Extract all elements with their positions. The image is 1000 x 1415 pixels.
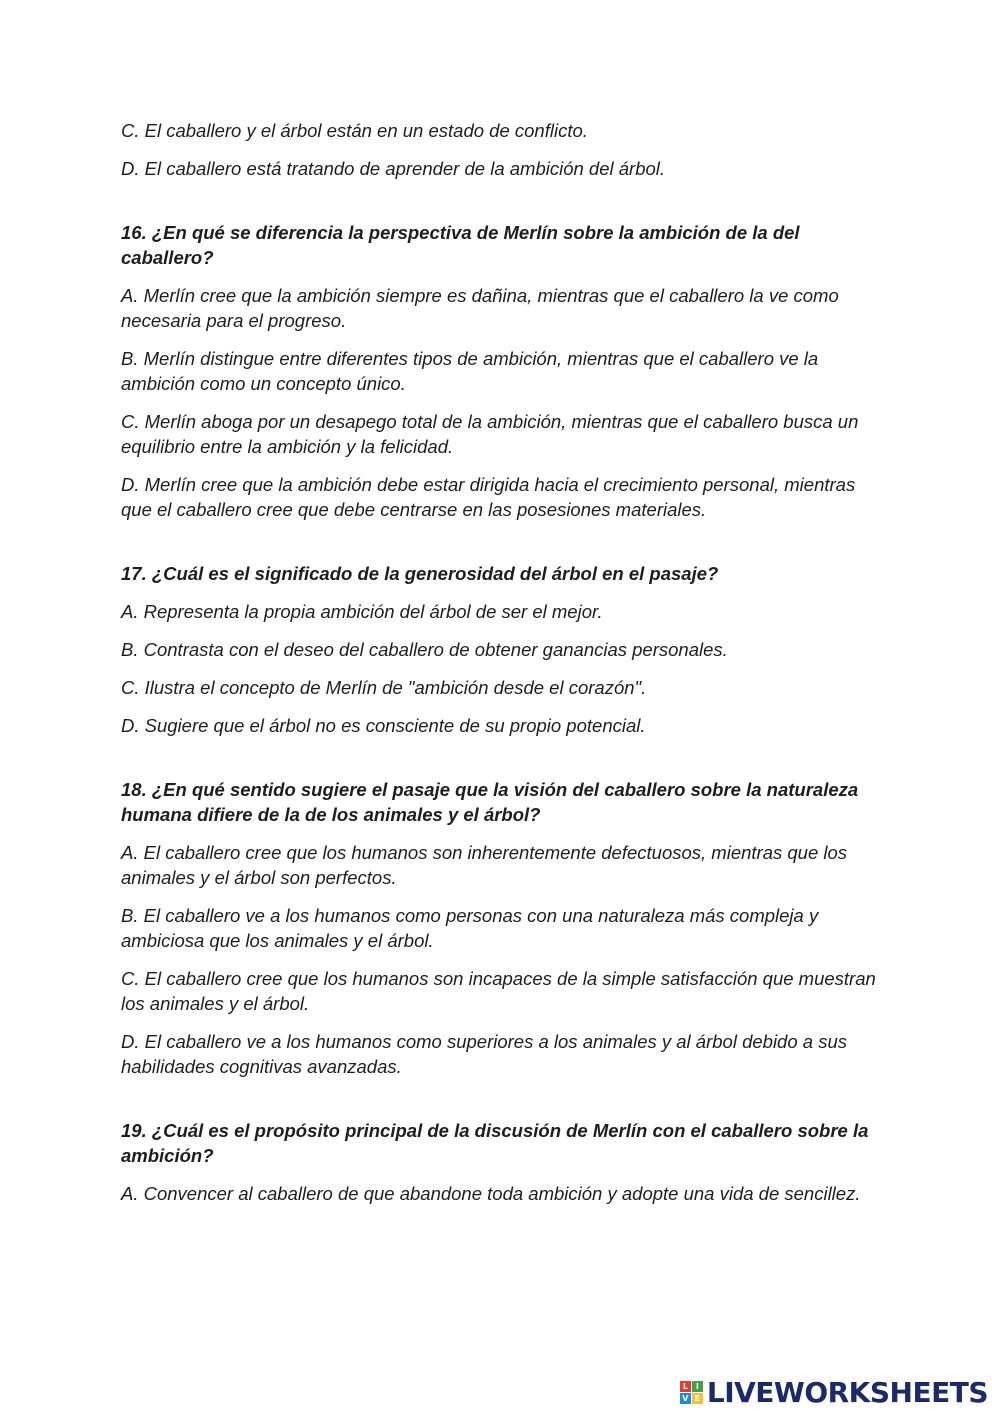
liveworksheets-mark-icon <box>680 1381 703 1404</box>
q16-option-b[interactable]: B. Merlín distingue entre diferentes tipos de ambición, mientras que el caballero ve la ambición como un concepto único. <box>121 348 819 394</box>
logo-mark-letter: E <box>692 1393 703 1404</box>
question-19: 19. ¿Cuál es el propósito principal de la discusión de Merlín con el caballero sobre la ambición? <box>121 1120 869 1166</box>
q17-option-d[interactable]: D. Sugiere que el árbol no es consciente de su propio potencial. <box>121 715 646 736</box>
question-17: 17. ¿Cuál es el significado de la generosidad del árbol en el pasaje? <box>121 563 719 584</box>
q17-option-a[interactable]: A. Representa la propia ambición del árbol de ser el mejor. <box>121 601 603 622</box>
logo-text: LIVEWORKSHEETS <box>706 1375 988 1409</box>
logo-mark-letter: V <box>680 1393 691 1404</box>
q16-option-c[interactable]: C. Merlín aboga por un desapego total de la ambición, mientras que el caballero busca un equilibrio entre la ambición y la felicidad. <box>121 411 859 457</box>
question-16: 16. ¿En qué se diferencia la perspectiva de Merlín sobre la ambición de la del caballero? <box>121 222 800 268</box>
liveworksheets-logo <box>680 1374 988 1410</box>
logo-mark-letter: I <box>692 1381 703 1392</box>
answer-option-d[interactable]: D. El caballero está tratando de aprender de la ambición del árbol. <box>121 158 666 179</box>
q18-option-c[interactable]: C. El caballero cree que los humanos son incapaces de la simple satisfacción que muestran los animales y el árbol. <box>121 968 876 1014</box>
logo-mark-letter: L <box>680 1381 691 1392</box>
q18-option-b[interactable]: B. El caballero ve a los humanos como personas con una naturaleza más compleja y ambiciosa que los animales y el árbol. <box>121 905 819 951</box>
answer-option-c[interactable]: C. El caballero y el árbol están en un estado de conflicto. <box>121 120 588 141</box>
q18-option-a[interactable]: A. El caballero cree que los humanos son inherentemente defectuosos, mientras que los animales y el árbol son perfectos. <box>121 842 848 888</box>
q16-option-d[interactable]: D. Merlín cree que la ambición debe estar dirigida hacia el crecimiento personal, mientras que el caballero cree que debe centrarse en las posesiones materiales. <box>121 474 856 520</box>
q19-option-a[interactable]: A. Convencer al caballero de que abandone toda ambición y adopte una vida de sencillez. <box>121 1183 861 1204</box>
q18-option-d[interactable]: D. El caballero ve a los humanos como superiores a los animales y al árbol debido a sus habilidades cognitivas avanzadas. <box>121 1031 847 1077</box>
q17-option-c[interactable]: C. Ilustra el concepto de Merlín de "ambición desde el corazón". <box>121 677 647 698</box>
question-18: 18. ¿En qué sentido sugiere el pasaje que la visión del caballero sobre la naturaleza humana difiere de la de los animales y el árbol? <box>121 779 859 825</box>
q16-option-a[interactable]: A. Merlín cree que la ambición siempre es dañina, mientras que el caballero la ve como necesaria para el progreso. <box>121 285 839 331</box>
q17-option-b[interactable]: B. Contrasta con el deseo del caballero de obtener ganancias personales. <box>121 639 728 660</box>
worksheet-page <box>121 118 881 1206</box>
